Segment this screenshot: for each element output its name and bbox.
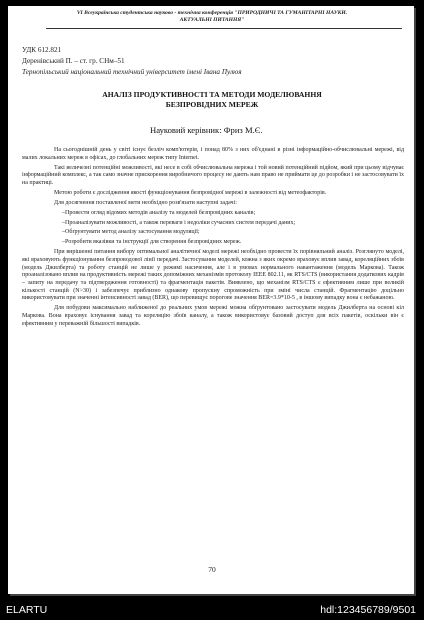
- paragraph: Для досягнення поставленої мети необхідно розв'язати наступні задачі:: [54, 199, 237, 206]
- conference-header-line2: АКТУАЛЬНІ ПИТАННЯ": [179, 17, 245, 24]
- supervisor: Науковий керівник: Фриз М.Є.: [150, 125, 263, 135]
- footer-handle: hdl:123456789/9501: [320, 604, 416, 616]
- university: Тернопільський національний технічний університет імені Івана Пулюя: [22, 68, 242, 76]
- udc-code: УДК 612.821: [22, 46, 62, 54]
- list-item: –Проаналізувати можливості, а також переваги і недоліки сучасних систем передачі даних;: [62, 219, 296, 226]
- page-number: 70: [208, 565, 216, 574]
- conference-header-line1: VI Всеукраїнська студентська науково - технічна конференція "ПРИРОДНИЧІ ТА ГУМАНІТАРНІ НАУКИ.: [76, 10, 348, 16]
- paragraph: При вирішенні питання вибору оптимальної аналітичної моделі мережі необхідно провести їх порівняльний аналіз. Розглянуто моделі, які враховують функціонування безпроводової лінії передачі. Застосування моделей, кожна з яких окремо враховує вплив завад, кореляційних збоїв (модель Джилберта) та роботу станцій не лише у режимі насичення, але і в умовах нормального навантаження (модель Маркова). Також проаналізовано вплив на продуктивність мережі таких допоміжних механізмів протоколу IEEE 802.11, як RTS/CTS (використання додаткових кадрів – запиту на передачу та підтвердження готовності) та фрагментація пакетів. Виявлено, що механізм RTS/CTS є ефективним лише при великій кількості станцій (N>30) і забезпечує приблизно однакову пропускну спроможність при зміні числа станцій. Фрагментацію доцільно використовувати при значенні інтенсивності завад (BER), що перевищує порогове значення BER=3.9*10-5 , в іншому випадку вона є небажаною.: [22, 249, 404, 302]
- footer-bar: [0, 600, 424, 620]
- paragraph: Метою роботи є дослідження якості функціонування безпровідної мережі в залежності від метеофакторів.: [54, 189, 327, 196]
- author: Деренівський П. – ст. гр. СНм–51: [22, 57, 125, 65]
- conference-header: [16, 10, 408, 24]
- paper-body: [22, 147, 404, 331]
- paper-title-line1: АНАЛІЗ ПРОДУКТИВНОСТІ ТА МЕТОДИ МОДЕЛЮВАННЯ: [102, 90, 322, 99]
- footer-repository-label: ELARTU: [6, 604, 48, 616]
- header-divider: [46, 28, 402, 29]
- list-item: –Розробити вказівки та інструкції для створення безпровідних мереж.: [62, 239, 242, 246]
- list-item: –Провести огляд відомих методів аналізу та моделей безпровідних каналів;: [62, 209, 256, 216]
- paragraph: Для побудови максимально наближеної до реальних умов мережі можна обґрунтовано застосувати модель Джилберта на основі кіл Маркова. Вона враховує існування завад та кореляцію збоїв каналу, а також використовує базовий доступ для всіх пакетів, оскільки він є ефективним у переважній більшості випадків.: [22, 305, 404, 327]
- paper-title: [60, 90, 364, 110]
- paper-title-line2: БЕЗПРОВІДНИХ МЕРЕЖ: [165, 100, 259, 109]
- paragraph: Такі величезні потенційні можливості, які несе в собі обчислювальна мережа і той новий потенційний підйом, який при цьому відчуває інформаційний комплекс, а так само значне прискорення виробничого процесу не дають нам право не приймати це до розробки і не застосовувати їх на практиці.: [22, 164, 404, 186]
- paragraph: На сьогоднішній день у світі існує безліч комп'ютерів, і понад 80% з них об'єднані в різні інформаційно-обчислювальні мережі, від малих локальних мереж в офісах, до глобальних мереж типу Internet.: [22, 147, 404, 161]
- list-item: –Обґрунтувати метод аналізу застосування модуляції;: [62, 229, 200, 236]
